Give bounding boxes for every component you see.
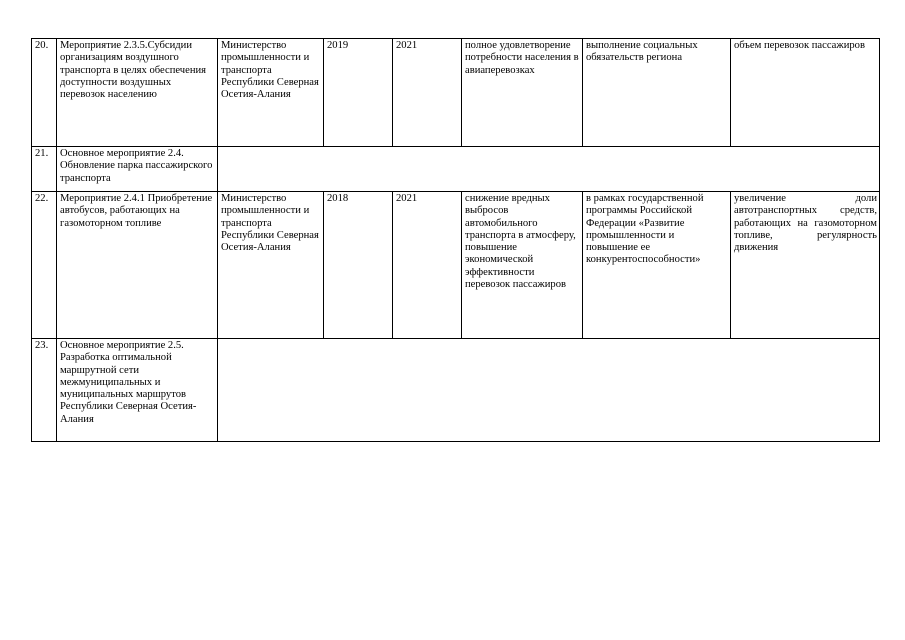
event-name: Основное мероприятие 2.5. Разработка оптимальной маршрутной сети межмуниципальных и муниципальных маршрутов Республики Северная Осетия-Алания xyxy=(57,339,218,442)
target-indicator: увеличение доли автотранспортных средств, работающих на газомоторном топливе, регулярность движения xyxy=(731,192,880,339)
table-row xyxy=(32,39,880,147)
event-name: Основное мероприятие 2.4. Обновление парка пассажирского транспорта xyxy=(57,147,218,192)
start-year: 2018 xyxy=(324,192,393,339)
executor: Министерство промышленности и транспорта Республики Северная Осетия-Алания xyxy=(218,39,324,147)
expected-result: полное удовлетворение потребности населения в авиаперевозках xyxy=(462,39,583,147)
expected-result: снижение вредных выбросов автомобильного транспорта в атмосферу, повышение экономической эффективности перевозок пассажиров xyxy=(462,192,583,339)
table-row xyxy=(32,339,880,442)
target-indicator: объем перевозок пассажиров xyxy=(731,39,880,147)
program-link: в рамках государственной программы Российской Федерации «Развитие промышленности и повышение ее конкурентоспособности» xyxy=(583,192,731,339)
event-name: Мероприятие 2.4.1 Приобретение автобусов, работающих на газомоторном топливе xyxy=(57,192,218,339)
row-number: 20. xyxy=(32,39,57,147)
measures-table xyxy=(31,38,880,442)
event-name: Мероприятие 2.3.5.Субсидии организациям воздушного транспорта в целях обеспечения доступности воздушных перевозок населению xyxy=(57,39,218,147)
empty-merged-cell xyxy=(218,147,880,192)
row-number: 22. xyxy=(32,192,57,339)
row-number: 23. xyxy=(32,339,57,442)
end-year: 2021 xyxy=(393,192,462,339)
end-year: 2021 xyxy=(393,39,462,147)
table-row xyxy=(32,192,880,339)
empty-merged-cell xyxy=(218,339,880,442)
row-number: 21. xyxy=(32,147,57,192)
table-row xyxy=(32,147,880,192)
program-link: выполнение социальных обязательств региона xyxy=(583,39,731,147)
executor: Министерство промышленности и транспорта Республики Северная Осетия-Алания xyxy=(218,192,324,339)
start-year: 2019 xyxy=(324,39,393,147)
